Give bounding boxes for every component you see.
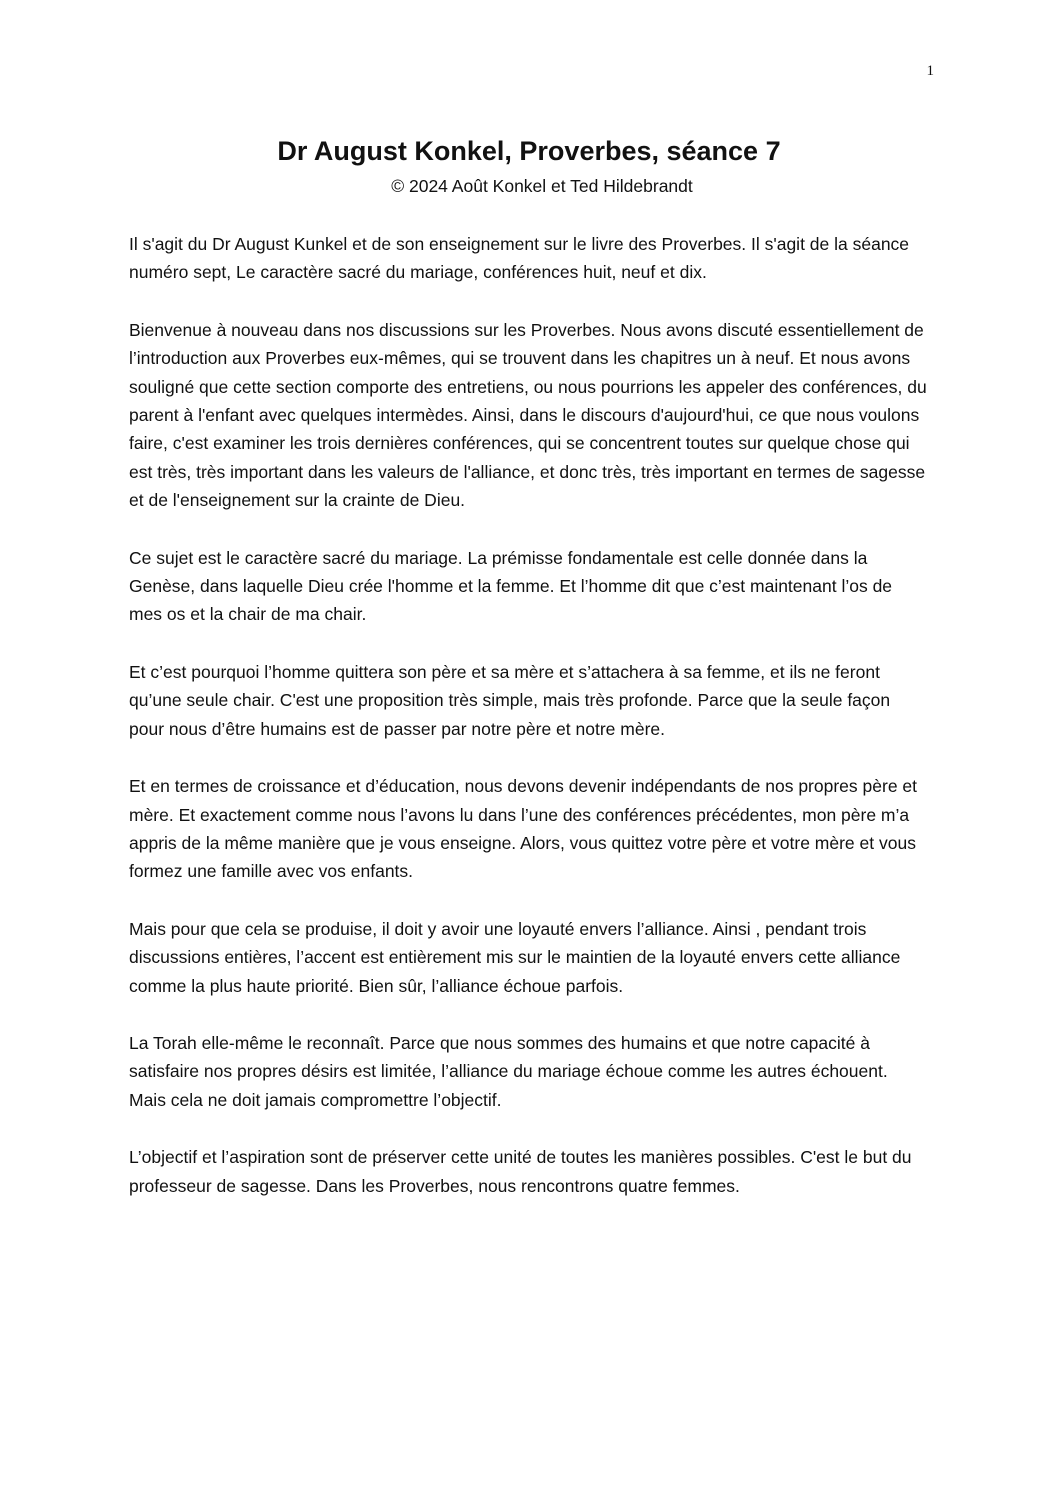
paragraph: Bienvenue à nouveau dans nos discussions sur les Proverbes. Nous avons discuté essentiellement de l’introduction aux Proverbes eux-mêmes, qui se trouvent dans les chapitres un à neuf. Et nous avons souligné que cette section comporte des entretiens, ou nous pourrions les appeler des conférences, du parent à l'enfant avec quelques intermèdes. Ainsi, dans le discours d'aujourd'hui, ce que nous voulons faire, c'est examiner les trois dernières conférences, qui se concentrent toutes sur quelque chose qui est très, très important dans les valeurs de l'alliance, et donc très, très important en termes de sagesse et de l'enseignement sur la crainte de Dieu. xyxy=(129,319,927,511)
copyright-line: © 2024 Août Konkel et Ted Hildebrandt xyxy=(391,176,693,196)
paragraph: Et en termes de croissance et d’éducation, nous devons devenir indépendants de nos propres père et mère. Et exactement comme nous l’avons lu dans l’une des conférences précédentes, mon père m’a appris de la même manière que je vous enseigne. Alors, vous quittez votre père et votre mère et vous formez une famille avec vos enfants. xyxy=(129,776,918,882)
paragraph: La Torah elle-même le reconnaît. Parce que nous sommes des humains et que notre capacité à satisfaire nos propres désirs est limitée, l’alliance du mariage échoue comme les autres échouent. Mais cela ne doit jamais compromettre l’objectif. xyxy=(129,1032,888,1110)
document-body xyxy=(129,230,929,1229)
paragraph: Ce sujet est le caractère sacré du mariage. La prémisse fondamentale est celle donnée dans la Genèse, dans laquelle Dieu crée l'homme et la femme. Et l’homme dit que c’est maintenant l’os de mes os et la chair de ma chair. xyxy=(129,547,893,625)
document-title: Dr August Konkel, Proverbes, séance 7 xyxy=(277,136,781,166)
paragraph: L’objectif et l’aspiration sont de préserver cette unité de toutes les manières possibles. C'est le but du professeur de sagesse. Dans les Proverbes, nous rencontrons quatre femmes. xyxy=(129,1147,912,1196)
page-number: 1 xyxy=(926,63,934,79)
paragraph: Il s'agit du Dr August Kunkel et de son enseignement sur le livre des Proverbes. Il s'agit de la séance numéro sept, Le caractère sacré du mariage, conférences huit, neuf et dix. xyxy=(129,234,910,283)
paragraph: Et c’est pourquoi l’homme quittera son père et sa mère et s’attachera à sa femme, et ils ne feront qu’une seule chair. C'est une proposition très simple, mais très profonde. Parce que la seule façon pour nous d’être humains est de passer par notre père et notre mère. xyxy=(129,661,891,739)
paragraph: Mais pour que cela se produise, il doit y avoir une loyauté envers l’alliance. Ainsi , pendant trois discussions entières, l’accent est entièrement mis sur le maintien de la loyauté envers cette alliance comme la plus haute priorité. Bien sûr, l’alliance échoue parfois. xyxy=(129,918,901,996)
